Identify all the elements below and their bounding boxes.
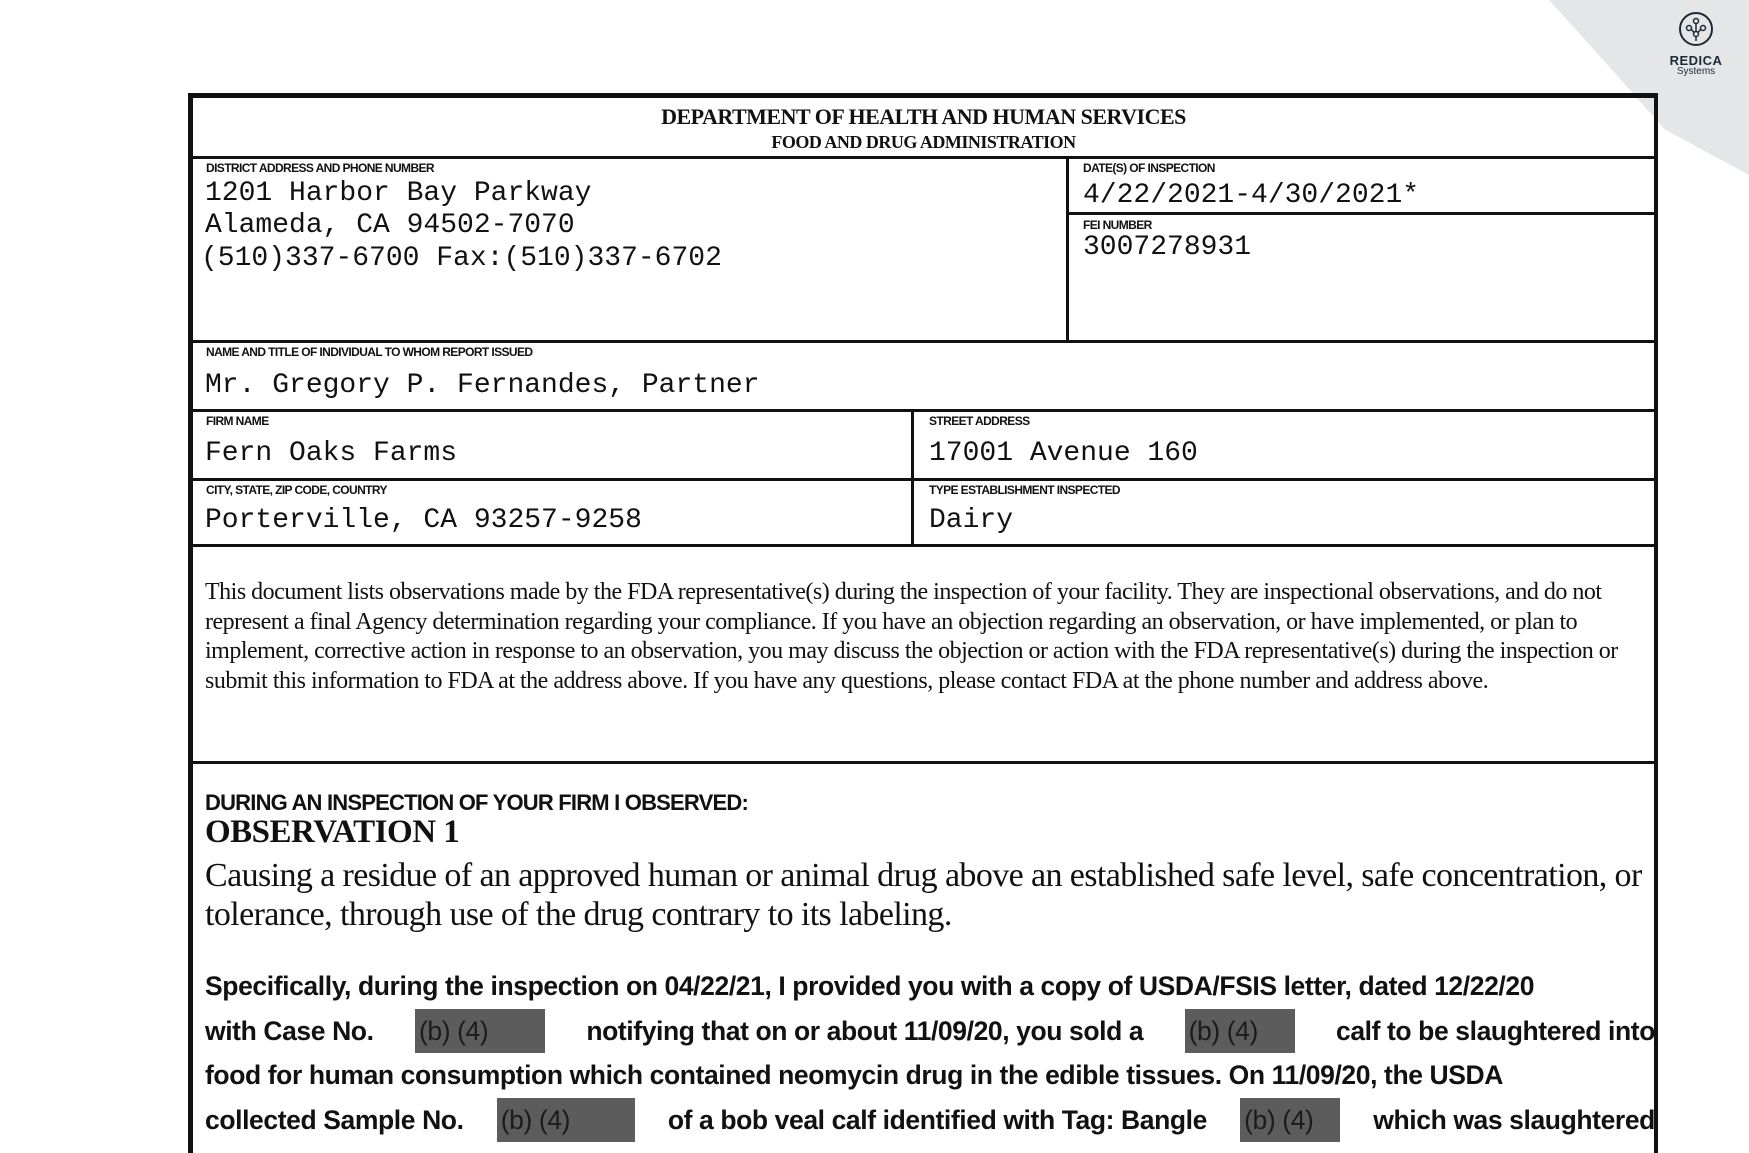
detail-text: collected Sample No.	[205, 1104, 464, 1135]
detail-line	[205, 964, 1655, 1009]
establishment-type-label: TYPE ESTABLISHMENT INSPECTED	[929, 483, 1120, 497]
department-title: DEPARTMENT OF HEALTH AND HUMAN SERVICES	[661, 104, 1186, 129]
logo-name: REDICA	[1669, 53, 1723, 68]
firm-name: Fern Oaks Farms	[205, 438, 458, 469]
district-address-line2: Alameda, CA 94502-7070	[205, 210, 575, 241]
fei-label: FEI NUMBER	[1083, 218, 1152, 232]
notice-paragraph: This document lists observations made by the FDA representative(s) during the inspection of your facility. They are inspectional observations, and do not represent a final Agency determination regarding your compliance. If you have an objection regarding an observation, or have implemented, or plan to implement, corrective action in response to an observation, you may discuss the objection or action with the FDA representative(s) during the inspection or submit this information to FDA at the address above. If you have any questions, please contact FDA at the phone number and address above.	[205, 579, 1618, 694]
redaction-box: (b) (4)	[415, 1009, 545, 1054]
street-address-label: STREET ADDRESS	[929, 414, 1030, 428]
divider	[1069, 212, 1654, 215]
network-icon	[1677, 10, 1715, 48]
detail-text: with Case No.	[205, 1015, 374, 1046]
divider	[193, 409, 1654, 412]
detail-line	[205, 1009, 1655, 1054]
inspection-dates-label: DATE(S) OF INSPECTION	[1083, 161, 1215, 175]
logo-subtitle: Systems	[1676, 66, 1716, 77]
street-address: 17001 Avenue 160	[929, 438, 1198, 469]
fei-number: 3007278931	[1083, 232, 1252, 263]
observation-text: Causing a residue of an approved human or animal drug above an established safe level, safe concentration, or tolerance, through use of the drug contrary to its labeling.	[205, 857, 1642, 933]
inspection-dates-value: 4/22/2021-4/30/2021*	[1083, 180, 1420, 211]
establishment-type: Dairy	[929, 505, 1014, 536]
agency-subtitle: FOOD AND DRUG ADMINISTRATION	[771, 132, 1076, 152]
district-address-line1: 1201 Harbor Bay Parkway	[205, 178, 592, 209]
divider	[1066, 156, 1069, 341]
city-label: CITY, STATE, ZIP CODE, COUNTRY	[206, 483, 387, 497]
city-state-zip: Porterville, CA 93257-9258	[205, 505, 642, 536]
firm-name-label: FIRM NAME	[206, 414, 269, 428]
divider	[193, 156, 1654, 159]
divider	[911, 409, 914, 545]
redaction-box: (b) (4)	[1185, 1009, 1295, 1054]
divider	[193, 478, 1654, 481]
district-phone: (510)337-6700 Fax:(510)337-6702	[201, 243, 722, 274]
district-label: DISTRICT ADDRESS AND PHONE NUMBER	[206, 161, 434, 175]
observations-intro: DURING AN INSPECTION OF YOUR FIRM I OBSERVED:	[205, 790, 748, 815]
detail-text: food for human consumption which contained neomycin drug in the edible tissues. On 11/09/20, the USDA	[205, 1060, 1504, 1090]
fda-483-form	[188, 93, 1658, 1153]
detail-text: which was slaughtered	[1373, 1104, 1655, 1135]
detail-text: of a bob veal calf identified with Tag: Bangle	[667, 1104, 1207, 1135]
divider	[193, 761, 1654, 764]
detail-line	[205, 1098, 1655, 1143]
redaction-box: (b) (4)	[497, 1098, 635, 1143]
individual-name: Mr. Gregory P. Fernandes, Partner	[205, 370, 760, 401]
observation-title: OBSERVATION 1	[205, 814, 460, 850]
redaction-box: (b) (4)	[1240, 1098, 1340, 1143]
redica-logo	[1661, 10, 1731, 77]
detail-line	[205, 1053, 1655, 1098]
detail-text: notifying that on or about 11/09/20, you sold a	[586, 1015, 1144, 1046]
detail-text: calf to be slaughtered into	[1335, 1015, 1655, 1046]
individual-label: NAME AND TITLE OF INDIVIDUAL TO WHOM REPORT ISSUED	[206, 345, 533, 359]
divider	[193, 340, 1654, 343]
divider	[193, 544, 1654, 547]
observation-details	[205, 964, 1655, 1142]
detail-text: Specifically, during the inspection on 04/22/21, I provided you with a copy of USDA/FSIS letter, dated 12/22/20	[205, 971, 1535, 1001]
